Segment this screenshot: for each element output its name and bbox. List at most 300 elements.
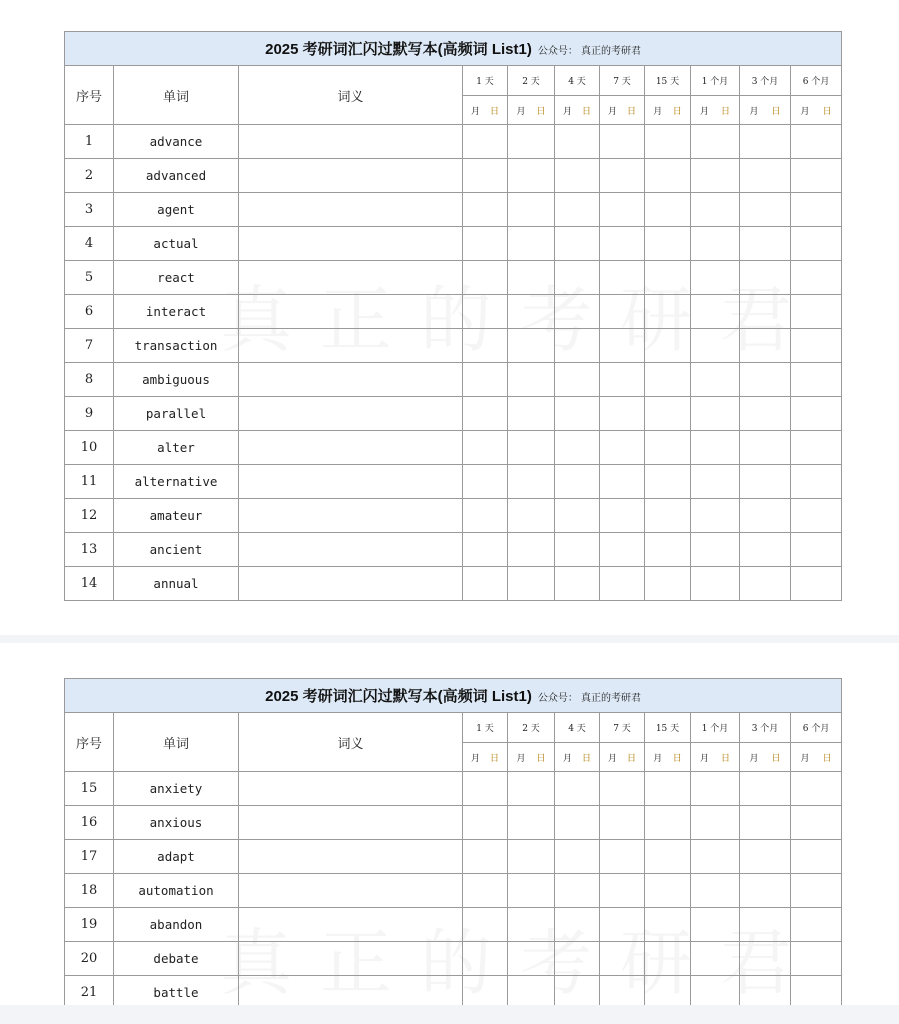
review-check-cell[interactable] [791,806,842,840]
row-number: 21 [65,976,114,1006]
day-label: 日 [672,106,682,117]
header-interval: 6 个月 [791,66,842,96]
header-interval: 3 个月 [740,66,791,96]
review-check-cell[interactable] [645,125,691,159]
month-label: 月 [749,753,759,764]
review-check-cell[interactable] [740,976,791,1006]
row-number: 7 [65,329,114,363]
review-check-cell[interactable] [600,772,645,806]
row-number: 12 [65,499,114,533]
review-check-cell[interactable] [463,908,508,942]
review-check-cell[interactable] [791,193,842,227]
review-check-cell[interactable] [600,976,645,1006]
review-check-cell[interactable] [691,772,740,806]
month-label: 月 [800,106,810,117]
row-meaning-cell[interactable] [239,261,463,295]
header-interval: 7 天 [600,66,645,96]
row-word: adapt [114,840,239,874]
review-check-cell[interactable] [740,840,791,874]
day-label: 日 [536,106,546,117]
review-check-cell[interactable] [740,567,791,601]
sheet-subtitle: 公众号： 真正的考研君 [537,46,642,57]
review-check-cell[interactable] [600,295,645,329]
review-check-cell[interactable] [555,159,600,193]
day-label: 日 [771,753,781,764]
review-check-cell[interactable] [600,227,645,261]
review-check-cell[interactable] [645,431,691,465]
review-check-cell[interactable] [508,499,555,533]
review-check-cell[interactable] [691,908,740,942]
table-row [65,533,842,567]
watermark: 真正的考研君 [220,921,821,1005]
review-check-cell[interactable] [555,227,600,261]
review-check-cell[interactable] [600,942,645,976]
review-check-cell[interactable] [791,976,842,1006]
review-check-cell[interactable] [555,840,600,874]
header-interval: 15 天 [645,713,691,743]
review-check-cell[interactable] [791,567,842,601]
review-check-cell[interactable] [691,465,740,499]
review-check-cell[interactable] [740,533,791,567]
review-check-cell[interactable] [508,533,555,567]
row-word: react [114,261,239,295]
row-meaning-cell[interactable] [239,227,463,261]
header-month-day [600,743,645,772]
review-check-cell[interactable] [508,261,555,295]
review-check-cell[interactable] [791,499,842,533]
review-check-cell[interactable] [508,193,555,227]
review-check-cell[interactable] [645,261,691,295]
review-check-cell[interactable] [645,465,691,499]
row-meaning-cell[interactable] [239,840,463,874]
review-check-cell[interactable] [600,499,645,533]
header-month-day [555,743,600,772]
review-check-cell[interactable] [691,227,740,261]
review-check-cell[interactable] [791,363,842,397]
review-check-cell[interactable] [645,499,691,533]
sheet-title-text: 2025 考研词汇闪过默写本(高频词 List1) [265,688,532,705]
row-word: parallel [114,397,239,431]
day-label: 日 [822,753,832,764]
header-month-day [645,743,691,772]
review-check-cell[interactable] [463,227,508,261]
row-word: abandon [114,908,239,942]
row-meaning-cell[interactable] [239,193,463,227]
review-check-cell[interactable] [691,261,740,295]
review-check-cell[interactable] [463,772,508,806]
review-check-cell[interactable] [508,874,555,908]
table-row [65,261,842,295]
day-label: 日 [489,106,499,117]
review-check-cell[interactable] [508,227,555,261]
review-check-cell[interactable] [555,533,600,567]
review-check-cell[interactable] [740,806,791,840]
review-check-cell[interactable] [463,533,508,567]
row-meaning-cell[interactable] [239,942,463,976]
review-check-cell[interactable] [645,363,691,397]
review-check-cell[interactable] [600,431,645,465]
month-label: 月 [562,753,572,764]
review-check-cell[interactable] [740,874,791,908]
row-meaning-cell[interactable] [239,125,463,159]
vocab-table-page-2 [64,678,842,1005]
row-number: 1 [65,125,114,159]
review-check-cell[interactable] [691,533,740,567]
review-check-cell[interactable] [463,499,508,533]
row-number: 17 [65,840,114,874]
review-check-cell[interactable] [740,159,791,193]
header-interval: 1 天 [463,713,508,743]
row-meaning-cell[interactable] [239,772,463,806]
review-check-cell[interactable] [691,193,740,227]
table-row [65,431,842,465]
review-check-cell[interactable] [600,125,645,159]
review-check-cell[interactable] [691,431,740,465]
review-check-cell[interactable] [463,976,508,1006]
row-word: advance [114,125,239,159]
day-label: 日 [626,753,636,764]
review-check-cell[interactable] [508,806,555,840]
review-check-cell[interactable] [691,942,740,976]
row-meaning-cell[interactable] [239,806,463,840]
review-check-cell[interactable] [740,227,791,261]
review-check-cell[interactable] [791,874,842,908]
review-check-cell[interactable] [645,397,691,431]
row-meaning-cell[interactable] [239,329,463,363]
header-interval: 15 天 [645,66,691,96]
header-month-day [691,743,740,772]
day-label: 日 [720,106,730,117]
review-check-cell[interactable] [691,295,740,329]
row-meaning-cell[interactable] [239,363,463,397]
review-check-cell[interactable] [463,125,508,159]
month-label: 月 [699,106,709,117]
header-interval: 7 天 [600,713,645,743]
review-check-cell[interactable] [645,806,691,840]
review-check-cell[interactable] [463,363,508,397]
review-check-cell[interactable] [691,874,740,908]
review-check-cell[interactable] [508,159,555,193]
header-index: 序号 [65,66,114,125]
header-month-day [463,743,508,772]
review-check-cell[interactable] [645,976,691,1006]
review-check-cell[interactable] [463,397,508,431]
review-check-cell[interactable] [508,431,555,465]
review-check-cell[interactable] [791,840,842,874]
header-word: 单词 [114,66,239,125]
review-check-cell[interactable] [791,942,842,976]
day-label: 日 [822,106,832,117]
review-check-cell[interactable] [600,329,645,363]
review-check-cell[interactable] [463,261,508,295]
review-check-cell[interactable] [791,295,842,329]
review-check-cell[interactable] [740,908,791,942]
header-interval: 6 个月 [791,713,842,743]
review-check-cell[interactable] [740,772,791,806]
review-check-cell[interactable] [645,874,691,908]
day-label: 日 [581,753,591,764]
review-check-cell[interactable] [463,295,508,329]
table-row [65,908,842,942]
header-meaning: 词义 [239,66,463,125]
review-check-cell[interactable] [645,227,691,261]
header-month-day [463,96,508,125]
row-word: ambiguous [114,363,239,397]
review-check-cell[interactable] [508,295,555,329]
day-label: 日 [672,753,682,764]
review-check-cell[interactable] [645,942,691,976]
row-word: amateur [114,499,239,533]
vocab-table-page-1 [64,31,842,601]
review-check-cell[interactable] [645,329,691,363]
review-check-cell[interactable] [555,329,600,363]
table-row [65,567,842,601]
row-meaning-cell[interactable] [239,159,463,193]
table-row [65,976,842,1006]
review-check-cell[interactable] [740,465,791,499]
review-check-cell[interactable] [508,125,555,159]
header-interval: 1 天 [463,66,508,96]
review-check-cell[interactable] [645,533,691,567]
table-row [65,329,842,363]
header-interval: 1 个月 [691,713,740,743]
row-meaning-cell[interactable] [239,976,463,1006]
review-check-cell[interactable] [740,942,791,976]
row-word: alternative [114,465,239,499]
month-label: 月 [699,753,709,764]
review-check-cell[interactable] [740,125,791,159]
review-check-cell[interactable] [645,567,691,601]
review-check-cell[interactable] [463,806,508,840]
row-word: ancient [114,533,239,567]
sheet-subtitle: 公众号： 真正的考研君 [537,693,642,704]
review-check-cell[interactable] [791,533,842,567]
review-check-cell[interactable] [791,465,842,499]
month-label: 月 [516,753,526,764]
review-check-cell[interactable] [740,261,791,295]
review-check-cell[interactable] [645,772,691,806]
review-check-cell[interactable] [791,397,842,431]
review-check-cell[interactable] [600,874,645,908]
review-check-cell[interactable] [463,942,508,976]
review-check-cell[interactable] [691,125,740,159]
header-month-day [555,96,600,125]
review-check-cell[interactable] [463,874,508,908]
header-month-day [600,96,645,125]
review-check-cell[interactable] [645,159,691,193]
month-label: 月 [470,106,480,117]
review-check-cell[interactable] [791,261,842,295]
review-check-cell[interactable] [555,976,600,1006]
review-check-cell[interactable] [555,772,600,806]
sheet-title [65,32,842,66]
review-check-cell[interactable] [508,329,555,363]
table-row [65,159,842,193]
review-check-cell[interactable] [645,295,691,329]
header-meaning: 词义 [239,713,463,772]
month-label: 月 [800,753,810,764]
review-check-cell[interactable] [600,193,645,227]
review-check-cell[interactable] [508,465,555,499]
review-check-cell[interactable] [740,193,791,227]
review-check-cell[interactable] [555,125,600,159]
page-separator [0,635,899,643]
review-check-cell[interactable] [508,942,555,976]
review-check-cell[interactable] [463,840,508,874]
review-check-cell[interactable] [508,908,555,942]
review-check-cell[interactable] [555,942,600,976]
month-label: 月 [607,753,617,764]
review-check-cell[interactable] [691,499,740,533]
header-month-day [691,96,740,125]
header-month-day [645,96,691,125]
review-check-cell[interactable] [600,567,645,601]
row-number: 11 [65,465,114,499]
row-number: 3 [65,193,114,227]
review-check-cell[interactable] [555,431,600,465]
row-number: 9 [65,397,114,431]
review-check-cell[interactable] [691,397,740,431]
review-check-cell[interactable] [600,159,645,193]
table-row [65,499,842,533]
review-check-cell[interactable] [691,567,740,601]
review-check-cell[interactable] [740,397,791,431]
row-meaning-cell[interactable] [239,533,463,567]
review-check-cell[interactable] [463,567,508,601]
table-row [65,806,842,840]
review-check-cell[interactable] [555,193,600,227]
review-check-cell[interactable] [555,363,600,397]
review-check-cell[interactable] [600,261,645,295]
month-label: 月 [653,106,663,117]
table-row [65,397,842,431]
review-check-cell[interactable] [791,329,842,363]
review-check-cell[interactable] [508,363,555,397]
month-label: 月 [749,106,759,117]
month-label: 月 [562,106,572,117]
day-label: 日 [489,753,499,764]
review-check-cell[interactable] [791,908,842,942]
review-check-cell[interactable] [791,227,842,261]
review-check-cell[interactable] [508,976,555,1006]
review-check-cell[interactable] [508,567,555,601]
row-word: transaction [114,329,239,363]
review-check-cell[interactable] [555,908,600,942]
review-check-cell[interactable] [555,295,600,329]
review-check-cell[interactable] [555,397,600,431]
review-check-cell[interactable] [555,567,600,601]
row-word: agent [114,193,239,227]
header-interval: 2 天 [508,713,555,743]
review-check-cell[interactable] [508,397,555,431]
row-word: actual [114,227,239,261]
watermark: 真正的考研君 [220,278,821,362]
review-check-cell[interactable] [600,363,645,397]
row-number: 14 [65,567,114,601]
header-month-day [740,96,791,125]
review-check-cell[interactable] [740,295,791,329]
row-number: 4 [65,227,114,261]
review-check-cell[interactable] [691,363,740,397]
review-check-cell[interactable] [691,840,740,874]
review-check-cell[interactable] [463,193,508,227]
row-meaning-cell[interactable] [239,397,463,431]
review-check-cell[interactable] [740,431,791,465]
table-row [65,193,842,227]
review-check-cell[interactable] [740,499,791,533]
viewer-bottom-bar [0,1005,899,1024]
sheet-title-text: 2025 考研词汇闪过默写本(高频词 List1) [265,41,532,58]
review-check-cell[interactable] [600,533,645,567]
review-check-cell[interactable] [555,261,600,295]
row-meaning-cell[interactable] [239,567,463,601]
day-label: 日 [536,753,546,764]
review-check-cell[interactable] [600,908,645,942]
header-index: 序号 [65,713,114,772]
header-month-day [508,743,555,772]
row-word: advanced [114,159,239,193]
row-number: 2 [65,159,114,193]
review-check-cell[interactable] [555,874,600,908]
review-check-cell[interactable] [645,908,691,942]
day-label: 日 [720,753,730,764]
review-check-cell[interactable] [791,431,842,465]
review-check-cell[interactable] [600,465,645,499]
review-check-cell[interactable] [645,840,691,874]
sheet-title [65,679,842,713]
review-check-cell[interactable] [600,806,645,840]
row-word: debate [114,942,239,976]
review-check-cell[interactable] [555,499,600,533]
table-row [65,942,842,976]
review-check-cell[interactable] [463,159,508,193]
review-check-cell[interactable] [791,772,842,806]
review-check-cell[interactable] [463,465,508,499]
review-check-cell[interactable] [555,465,600,499]
review-check-cell[interactable] [463,431,508,465]
review-check-cell[interactable] [691,806,740,840]
review-check-cell[interactable] [740,363,791,397]
review-check-cell[interactable] [740,329,791,363]
row-meaning-cell[interactable] [239,465,463,499]
row-meaning-cell[interactable] [239,908,463,942]
row-number: 8 [65,363,114,397]
row-meaning-cell[interactable] [239,295,463,329]
review-check-cell[interactable] [691,159,740,193]
review-check-cell[interactable] [508,772,555,806]
review-check-cell[interactable] [555,806,600,840]
review-check-cell[interactable] [791,125,842,159]
day-label: 日 [626,106,636,117]
row-meaning-cell[interactable] [239,874,463,908]
row-number: 5 [65,261,114,295]
table-row [65,363,842,397]
review-check-cell[interactable] [600,397,645,431]
review-check-cell[interactable] [691,976,740,1006]
row-word: anxious [114,806,239,840]
row-number: 6 [65,295,114,329]
row-meaning-cell[interactable] [239,499,463,533]
review-check-cell[interactable] [463,329,508,363]
review-check-cell[interactable] [791,159,842,193]
review-check-cell[interactable] [600,840,645,874]
row-meaning-cell[interactable] [239,431,463,465]
review-check-cell[interactable] [508,840,555,874]
header-interval: 1 个月 [691,66,740,96]
review-check-cell[interactable] [645,193,691,227]
row-word: automation [114,874,239,908]
review-check-cell[interactable] [691,329,740,363]
